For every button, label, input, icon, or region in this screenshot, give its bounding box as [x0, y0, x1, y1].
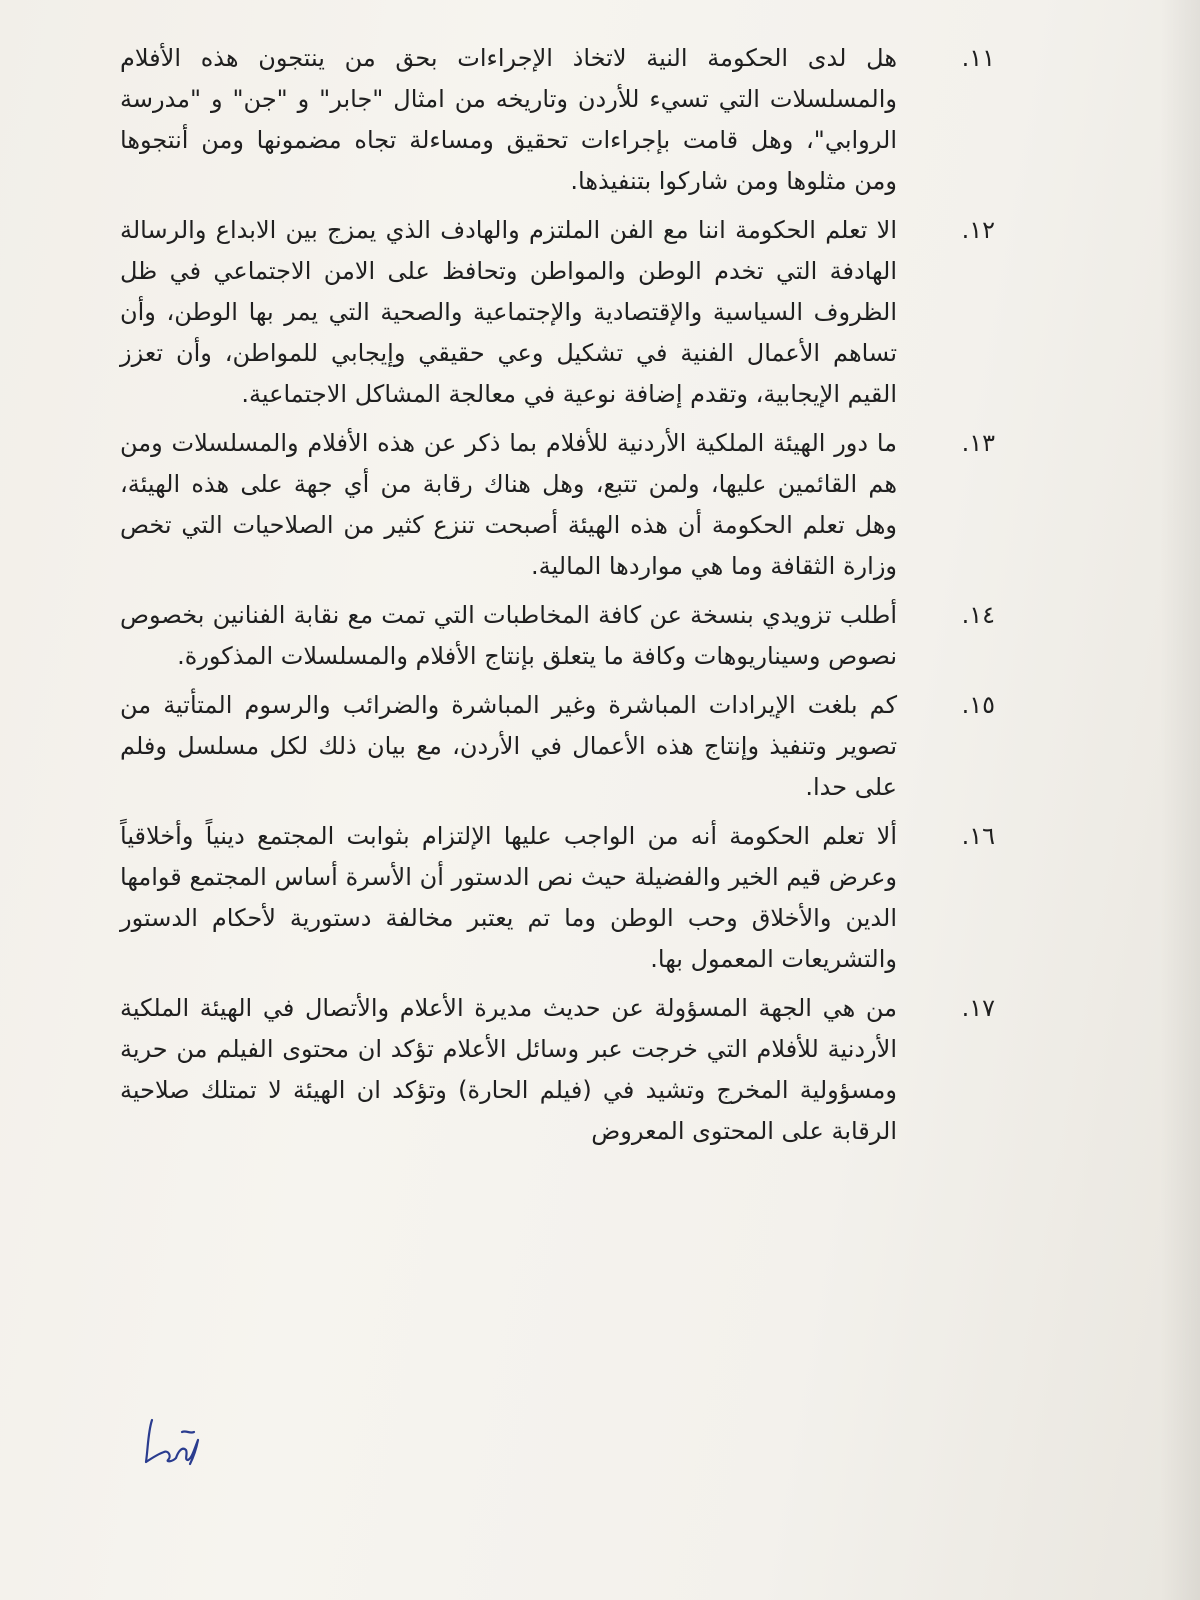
- handwritten-signature: [138, 1412, 218, 1472]
- question-number: ١٦.: [961, 822, 995, 850]
- question-text: ما دور الهيئة الملكية الأردنية للأفلام بما ذكر عن هذه الأفلام والمسلسلات ومن هم القائمين عليها، ولمن تتبع، وهل هناك رقابة من أي جهة على هذه الهيئة، وهل تعلم الحكومة أن هذه الهيئة أصبحت تنزع كثير من الصلاحيات التي تخص وزارة الثقافة وما هي مواردها المالية.: [120, 429, 897, 580]
- question-text: الا تعلم الحكومة اننا مع الفن الملتزم والهادف الذي يمزج بين الابداع والرسالة الهادفة التي تخدم الوطن والمواطن وتحافظ على الامن الاجتماعي في ظل الظروف السياسية والإقتصادية والإجتماعية والصحية التي يمر بها الوطن، وأن تساهم الأعمال الفنية في تشكيل وعي حقيقي وإيجابي للمواطن، وأن تعزز القيم الإيجابية، وتقدم إضافة نوعية في معالجة المشاكل الاجتماعية.: [120, 216, 897, 408]
- question-text: ألا تعلم الحكومة أنه من الواجب عليها الإلتزام بثوابت المجتمع دينياً وأخلاقياً وعرض قيم الخير والفضيلة حيث نص الدستور أن الأسرة أساس المجتمع قوامها الدين والأخلاق وحب الوطن وما تم يعتبر مخالفة دستورية لأحكام الدستور والتشريعات المعمول بها.: [120, 822, 897, 973]
- question-item-17: [120, 988, 995, 1152]
- question-text: من هي الجهة المسؤولة عن حديث مديرة الأعلام والأتصال في الهيئة الملكية الأردنية للأفلام التي خرجت عبر وسائل الأعلام تؤكد ان محتوى الفيلم من حرية ومسؤولية المخرج وتشيد في (فيلم الحارة) وتؤكد ان الهيئة لا تمتلك صلاحية الرقابة على المحتوى المعروض: [120, 994, 897, 1145]
- question-item-12: [120, 210, 995, 415]
- paper-shadow: [1160, 0, 1200, 1600]
- question-number: ١١.: [961, 44, 995, 72]
- question-number: ١٢.: [961, 216, 995, 244]
- questions-list: [120, 38, 995, 1160]
- question-text: هل لدى الحكومة النية لاتخاذ الإجراءات بحق من ينتجون هذه الأفلام والمسلسلات التي تسيء للأردن وتاريخه من امثال "جابر" و "جن" و "مدرسة الروابي"، وهل قامت بإجراءات تحقيق ومساءلة تجاه مضمونها ومن أنتجوها ومن مثلوها ومن شاركوا بتنفيذها.: [120, 44, 897, 195]
- question-item-14: [120, 595, 995, 677]
- question-text: أطلب تزويدي بنسخة عن كافة المخاطبات التي تمت مع نقابة الفنانين بخصوص نصوص وسيناريوهات وكافة ما يتعلق بإنتاج الأفلام والمسلسلات المذكورة.: [120, 601, 897, 670]
- question-number: ١٧.: [961, 994, 995, 1022]
- question-item-11: [120, 38, 995, 202]
- question-item-13: [120, 423, 995, 587]
- question-number: ١٥.: [961, 691, 995, 719]
- question-text: كم بلغت الإيرادات المباشرة وغير المباشرة والضرائب والرسوم المتأتية من تصوير وتنفيذ وإنتاج هذه الأعمال في الأردن، مع بيان ذلك لكل مسلسل وفلم على حدا.: [120, 691, 897, 801]
- question-number: ١٣.: [961, 429, 995, 457]
- question-item-16: [120, 816, 995, 980]
- question-item-15: [120, 685, 995, 808]
- question-number: ١٤.: [961, 601, 995, 629]
